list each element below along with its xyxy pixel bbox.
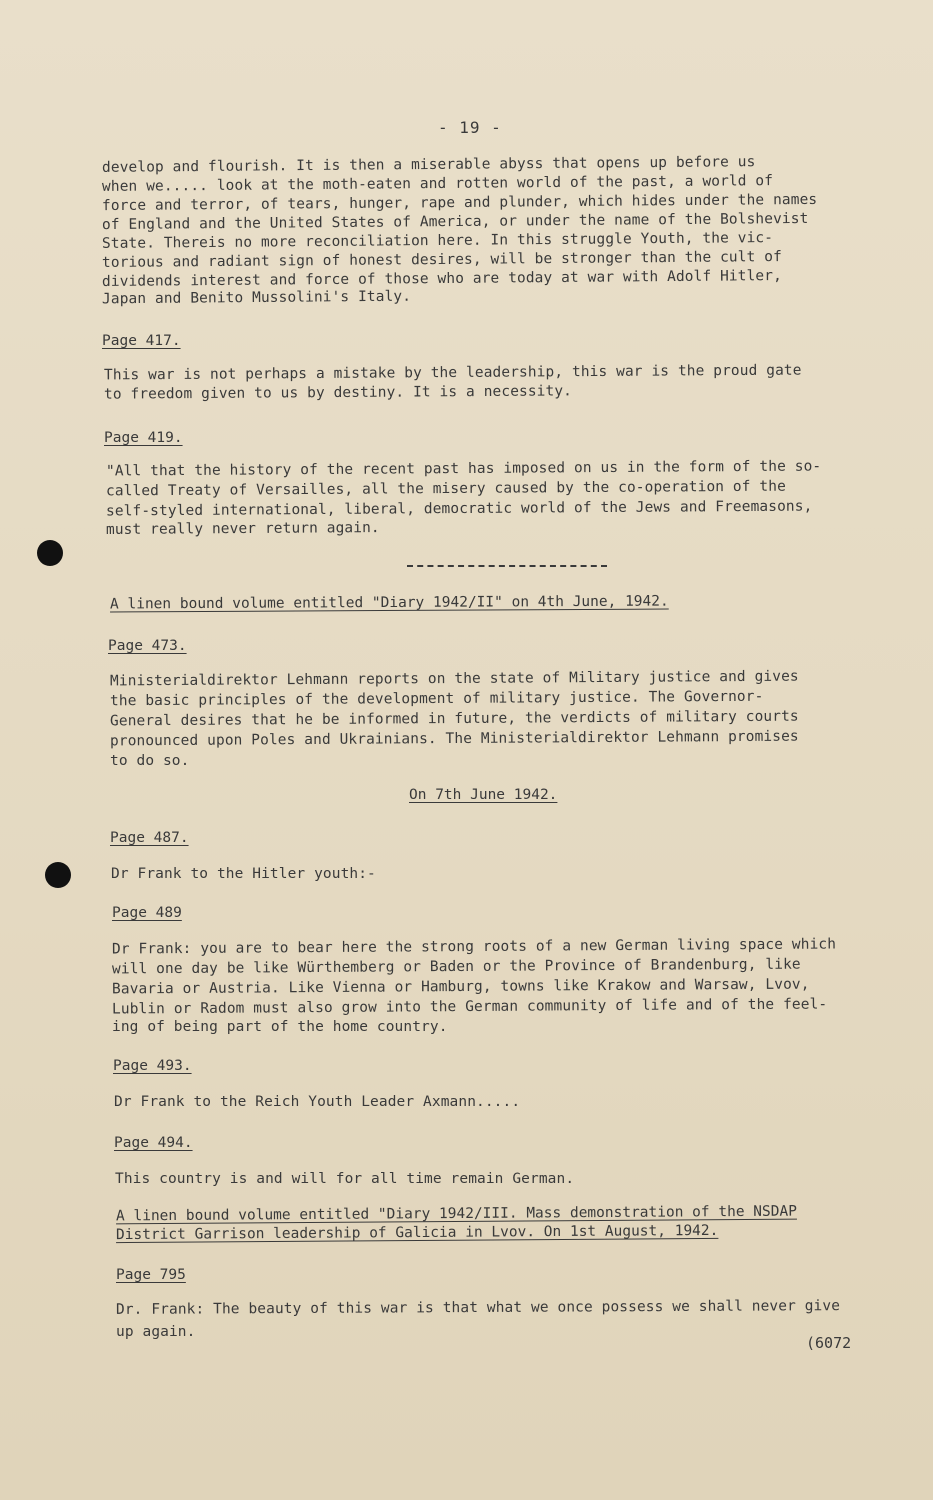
punch-hole bbox=[37, 540, 63, 566]
text-line: This country is and will for all time remain German. bbox=[115, 1171, 575, 1187]
text-line: up again. bbox=[116, 1324, 196, 1340]
page-reference-419: Page 419. bbox=[104, 430, 183, 446]
page-reference-487: Page 487. bbox=[110, 830, 189, 846]
text-line: Dr Frank to the Hitler youth:- bbox=[111, 866, 376, 882]
text-line: pronounced upon Poles and Ukrainians. The Ministerialdirektor Lehmann promises bbox=[109, 728, 799, 750]
text-line: to do so. bbox=[110, 753, 190, 769]
text-line: Dr. Frank: The beauty of this war is that what we once possess we shall never give bbox=[115, 1298, 841, 1318]
text-line: "All that the history of the recent past has imposed on us in the form of the so- bbox=[105, 458, 822, 480]
diary-heading-line: A linen bound volume entitled "Diary 1942/III. Mass demonstration of the NSDAP bbox=[115, 1203, 797, 1225]
punch-hole bbox=[45, 862, 71, 888]
text-line: Dr Frank: you are to bear here the strong roots of a new German living space which bbox=[111, 936, 837, 958]
text-line: Japan and Benito Mussolini's Italy. bbox=[101, 288, 412, 308]
text-line: General desires that he be informed in future, the verdicts of military courts bbox=[109, 708, 799, 730]
text-line: when we..... look at the moth-eaten and rotten world of the past, a world of bbox=[101, 173, 774, 195]
text-line: must really never return again. bbox=[105, 520, 380, 538]
text-line: This war is not perhaps a mistake by the leadership, this war is the proud gate bbox=[103, 362, 802, 384]
text-line: force and terror, of tears, hunger, rape and plunder, which hides under the names bbox=[101, 191, 818, 215]
text-line: State. Thereis no more reconciliation here. In this struggle Youth, the vic- bbox=[101, 230, 774, 252]
text-line: Lublin or Radom must also grow into the German community of life and of the feel- bbox=[111, 996, 828, 1018]
text-line: ing of being part of the home country. bbox=[112, 1019, 448, 1035]
text-line: Ministerialdirektor Lehmann reports on the state of Military justice and gives bbox=[109, 668, 799, 690]
page-number: - 19 - bbox=[438, 118, 502, 137]
text-line: of England and the United States of America, or under the name of the Bolshevist bbox=[101, 210, 809, 234]
text-line: the basic principles of the development of military justice. The Governor- bbox=[109, 688, 764, 710]
page-reference-494: Page 494. bbox=[114, 1135, 193, 1151]
text-line: Dr Frank to the Reich Youth Leader Axmann..... bbox=[114, 1094, 521, 1110]
section-divider bbox=[407, 565, 607, 567]
text-line: dividends interest and force of those who are today at war with Adolf Hitler, bbox=[101, 268, 782, 290]
diary-heading: A linen bound volume entitled "Diary 1942/II" on 4th June, 1942. bbox=[109, 593, 669, 613]
page-reference-493: Page 493. bbox=[113, 1058, 192, 1074]
document-number: (6072 bbox=[806, 1334, 852, 1352]
page-reference-489: Page 489 bbox=[112, 905, 182, 921]
text-line: develop and flourish. It is then a miserable abyss that opens up before us bbox=[101, 154, 756, 176]
date-heading: On 7th June 1942. bbox=[409, 787, 558, 803]
diary-heading-line: District Garrison leadership of Galicia in Lvov. On 1st August, 1942. bbox=[115, 1222, 719, 1244]
text-line: will one day be like Würthemberg or Baden or the Province of Brandenburg, like bbox=[111, 956, 801, 978]
page-reference-473: Page 473. bbox=[108, 638, 187, 654]
page-reference-795: Page 795 bbox=[116, 1267, 186, 1283]
page-reference-417: Page 417. bbox=[102, 333, 181, 349]
text-line: torious and radiant sign of honest desires, will be stronger than the cult of bbox=[101, 249, 782, 271]
text-line: self-styled international, liberal, democratic world of the Jews and Freemasons, bbox=[105, 498, 813, 520]
text-line: to freedom given to us by destiny. It is a necessity. bbox=[103, 383, 573, 403]
text-line: Bavaria or Austria. Like Vienna or Hamburg, towns like Krakow and Warsaw, Lvov, bbox=[111, 976, 810, 998]
text-line: called Treaty of Versailles, all the misery caused by the co-operation of the bbox=[105, 478, 786, 500]
